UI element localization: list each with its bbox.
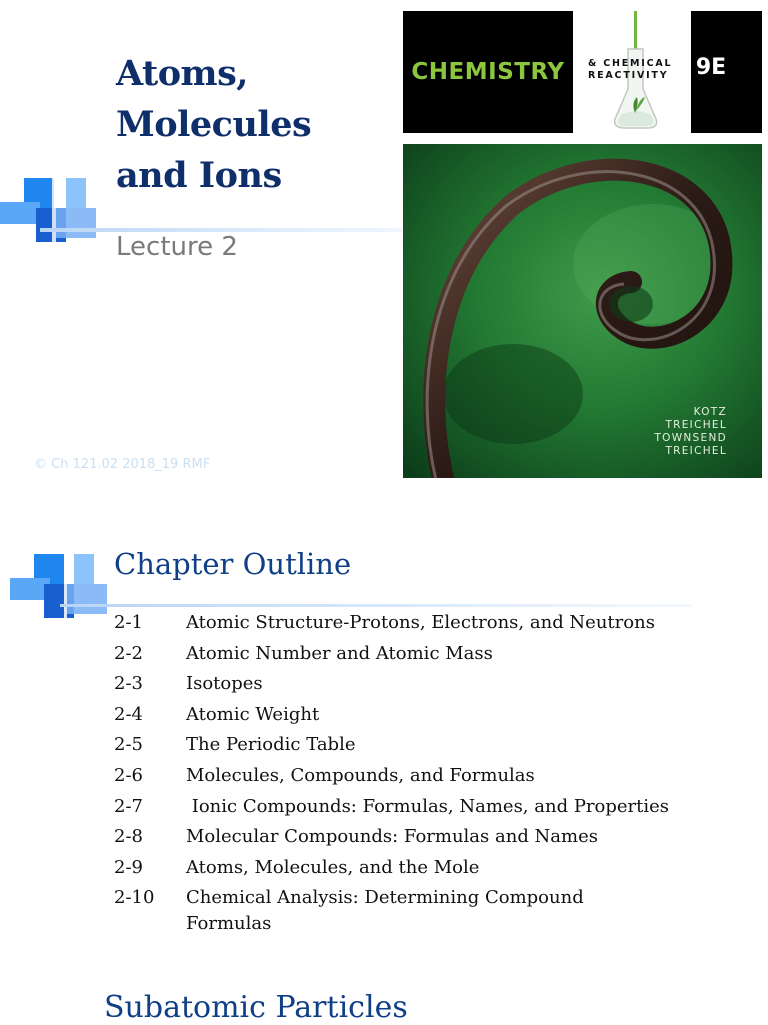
outline-item — [114, 732, 734, 758]
edition-label: 9E — [695, 55, 727, 80]
outline-title: Chapter Outline — [114, 547, 352, 581]
title-slide — [0, 0, 768, 490]
title-line: Molecules — [116, 104, 312, 145]
outline-item — [114, 641, 734, 667]
author-name: TREICHEL — [665, 419, 727, 431]
outline-item-number: 2-9 — [114, 856, 143, 878]
outline-item-text: Atomic Weight — [186, 703, 320, 725]
outline-item-number: 2-2 — [114, 642, 143, 664]
outline-item — [114, 610, 734, 636]
author-name: KOTZ — [693, 406, 727, 418]
outline-underline — [60, 604, 692, 607]
copyright-note: © Ch 121.02 2018_19 RMF — [34, 457, 211, 472]
outline-item-number: 2-5 — [114, 734, 143, 756]
outline-item-text: Atomic Structure-Protons, Electrons, and Neutrons — [186, 612, 655, 633]
outline-item — [114, 763, 734, 789]
outline-item-number: 2-3 — [114, 673, 143, 695]
book-subtitle-line: REACTIVITY — [588, 70, 669, 81]
outline-item — [114, 671, 734, 697]
lecture-subtitle: Lecture 2 — [116, 232, 238, 262]
author-name: TREICHEL — [665, 445, 727, 457]
outline-item-number: 2-7 — [114, 795, 143, 817]
outline-item-text: Chemical Analysis: Determining Compound Formulas — [186, 887, 584, 935]
outline-item-text: Molecular Compounds: Formulas and Names — [186, 826, 598, 848]
outline-item-text: Atoms, Molecules, and the Mole — [186, 856, 480, 878]
outline-item-text: Atomic Number and Atomic Mass — [186, 642, 493, 664]
book-subtitle-line: & CHEMICAL — [588, 58, 673, 69]
outline-item — [114, 824, 734, 850]
outline-list — [114, 610, 734, 942]
outline-item — [114, 702, 734, 728]
outline-item-text: Isotopes — [186, 673, 263, 695]
decorative-squares — [10, 550, 110, 622]
title-line: and Ions — [116, 155, 282, 196]
outline-item-number: 2-8 — [114, 826, 143, 848]
slide-title — [116, 48, 396, 201]
subatomic-title: Subatomic Particles — [104, 990, 408, 1025]
author-name: TOWNSEND — [654, 432, 727, 444]
outline-item-number: 2-4 — [114, 703, 143, 725]
title-line: Atoms, — [116, 53, 248, 94]
book-subtitle — [588, 58, 688, 82]
outline-item-number: 2-1 — [114, 612, 143, 633]
book-cover-title-block — [403, 11, 573, 133]
outline-item-number: 2-10 — [114, 887, 155, 909]
book-title-word: CHEMISTRY — [411, 59, 565, 85]
outline-item-text: Ionic Compounds: Formulas, Names, and Properties — [186, 795, 670, 817]
decorative-squares — [0, 175, 100, 245]
outline-item-number: 2-6 — [114, 764, 143, 786]
outline-item — [114, 794, 734, 820]
outline-item — [114, 885, 734, 937]
book-authors — [603, 406, 727, 458]
outline-item — [114, 855, 734, 881]
outline-item-text: The Periodic Table — [186, 734, 356, 756]
outline-item-text: Molecules, Compounds, and Formulas — [186, 764, 535, 786]
